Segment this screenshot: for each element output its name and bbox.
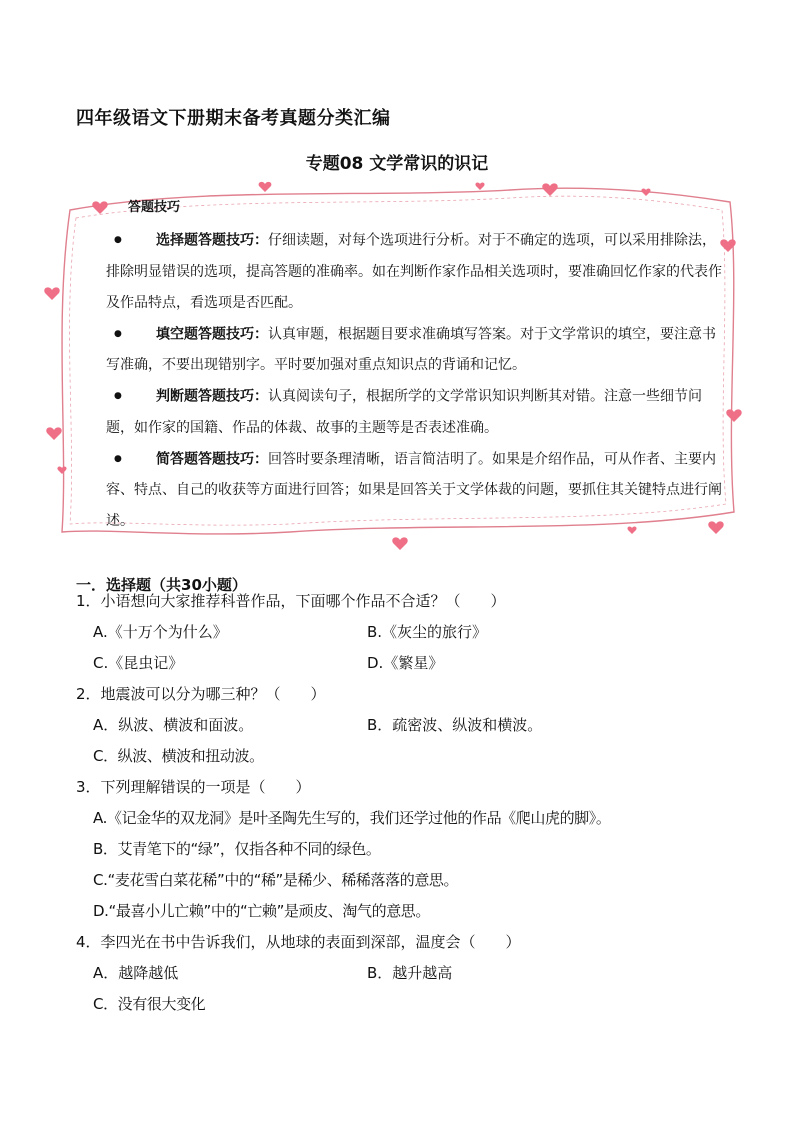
tip-lead: 填空题答题技巧： [156,326,268,342]
option-row [76,648,716,679]
bullet-icon: ● [114,391,122,401]
option: B．艾青笔下的“绿”，仅指各种不同的绿色。 [93,840,381,858]
tip-lead: 判断题答题技巧： [156,388,268,405]
tip-true-false [106,381,722,444]
option: A．纵波、横波和面波。 [93,716,254,734]
section-heading: 一．选择题（共30小题） [76,576,247,594]
option: A．越降越低 [93,964,179,982]
option: B．越升越高 [367,964,453,982]
tip-text: 认真阅读句子，根据所学的文学常识知识判断其对错。注意一些细节问题，如作家的国籍、作品的体裁、故事的主题等是否表述准确。 [106,388,702,436]
tip-lead: 选择题答题技巧： [156,232,268,249]
option: A.《十万个为什么》 [93,623,228,641]
question-list [76,586,716,1020]
question-stem: 3．下列理解错误的一项是（ ） [76,778,311,796]
option: C．纵波、横波和扭动波。 [93,747,264,765]
tip-text: 回答时要条理清晰，语言简洁明了。如果是介绍作品，可从作者、主要内容、特点、自己的收获等方面进行回答；如果是回答关于文学体裁的问题，要抓住其关键特点进行阐述。 [106,451,722,529]
option: B．疏密波、纵波和横波。 [367,716,543,734]
tip-lead: 简答题答题技巧： [156,451,268,467]
option: A.《记金华的双龙洞》是叶圣陶先生写的，我们还学过他的作品《爬山虎的脚》。 [93,809,611,827]
option: C.《昆虫记》 [93,654,184,672]
option-row [76,958,716,989]
option: C．没有很大变化 [93,995,206,1013]
tips-heading: 答题技巧 [128,200,181,215]
tip-multiple-choice [106,225,722,319]
tip-fill-blank [106,319,722,382]
document-title: 四年级语文下册期末备考真题分类汇编 [76,108,391,129]
topic-title: 专题08 文学常识的识记 [305,154,489,174]
tip-short-answer [106,444,722,538]
option-row [76,710,716,741]
option: D.《繁星》 [367,654,444,672]
option-row [76,617,716,648]
option: B.《灰尘的旅行》 [367,623,488,641]
tip-text: 认真审题，根据题目要求准确填写答案。对于文学常识的填空，要注意书写准确，不要出现错别字。平时要加强对重点知识点的背诵和记忆。 [106,326,716,373]
answer-tips-box [106,196,722,537]
bullet-icon: ● [114,453,122,464]
question-stem: 4．李四光在书中告诉我们，从地球的表面到深部，温度会（ ） [76,933,521,951]
option: D.“最喜小儿亡赖”中的“亡赖”是顽皮、淘气的意思。 [93,902,431,920]
option: C.“麦花雪白菜花稀”中的“稀”是稀少、稀稀落落的意思。 [93,871,459,889]
tip-text: 仔细读题，对每个选项进行分析。对于不确定的选项，可以采用排除法，排除明显错误的选项，提高答题的准确率。如在判断作家作品相关选项时，要准确回忆作家的代表作及作品特点，看选项是否匹配。 [106,232,722,311]
question-stem: 1．小语想向大家推荐科普作品，下面哪个作品不合适？（ ） [76,592,506,610]
bullet-icon: ● [114,328,122,339]
question-stem: 2．地震波可以分为哪三种？（ ） [76,685,326,703]
bullet-icon: ● [114,235,122,245]
